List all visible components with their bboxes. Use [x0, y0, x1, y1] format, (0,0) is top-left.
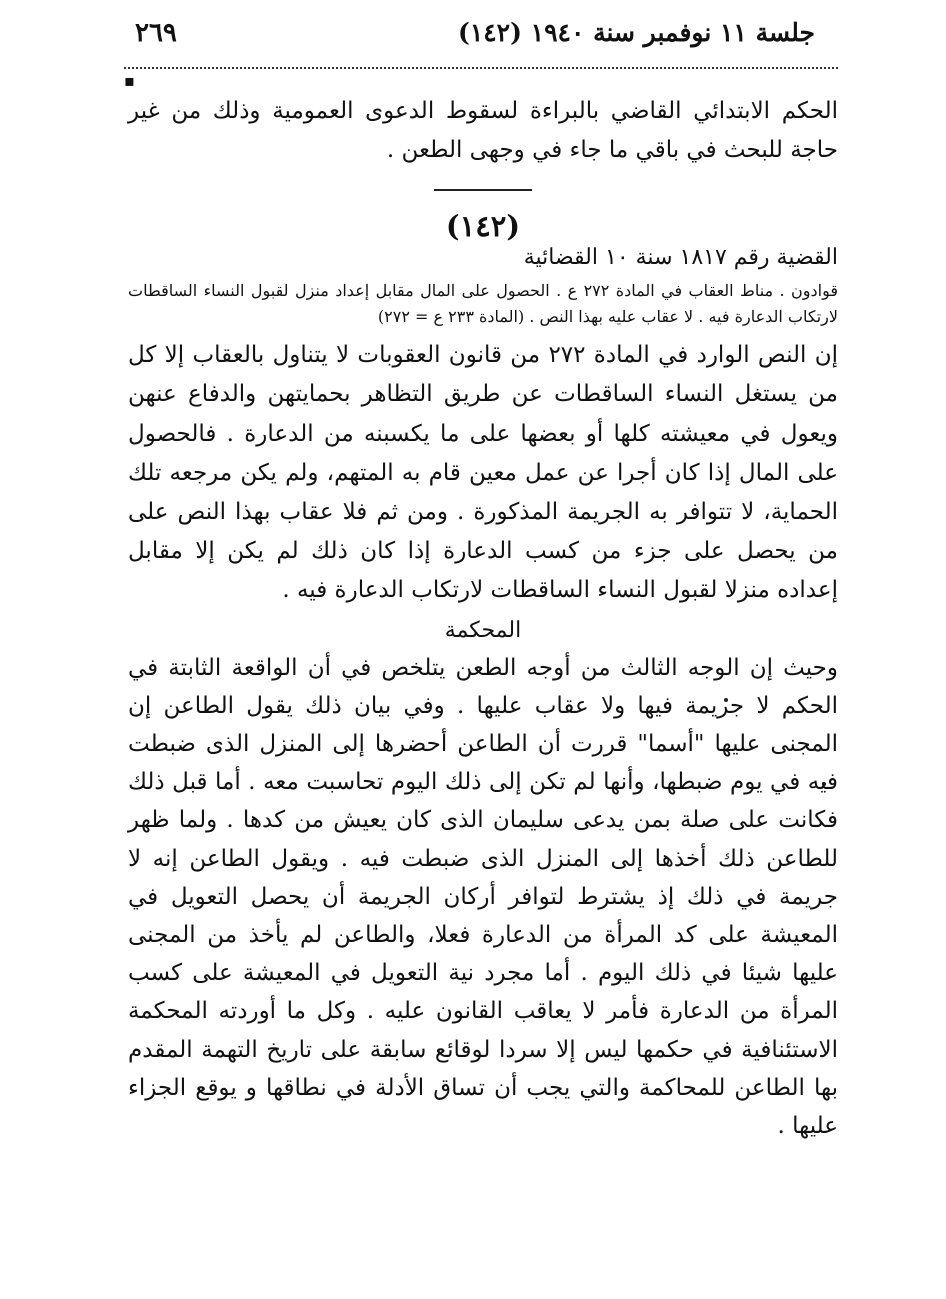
document-body: [128, 92, 838, 1145]
case-summary: قوادون . مناط العقاب في المادة ٢٧٢ ع . الحصول على المال مقابل إعداد منزل لقبول النساء الساقطات لارتكاب الدعارة فيه . لا عقاب عليه بهذا النص . (المادة ٢٣٣ ع = ٢٧٢): [128, 281, 839, 326]
intro-paragraph: الحكم الابتدائي القاضي بالبراءة لسقوط الدعوى العمومية وذلك من غير حاجة للبحث في باقي ما جاء في وجهى الطعن .: [128, 98, 838, 163]
case-principle: إن النص الوارد في المادة ٢٧٢ من قانون العقوبات لا يتناول بالعقاب إلا كل من يستغل النساء الساقطات عن طريق التظاهر بحمايتهن والدفاع عنهن ويعول في معيشته كلها أو بعضها على ما يكسبنه من الدعارة . فالحصول على المال إذا كان أجرا عن عمل معين قام به المتهم، ولم يكن مرجعه تلك الحماية، لا تتوافر به الجريمة المذكورة . ومن ثم فلا عقاب بهذا النص على من يحصل على جزء من كسب الدعارة إذا كان ذلك لم يكن إلا مقابل إعداده منزلا لقبول النساء الساقطات لارتكاب الدعارة فيه .: [128, 342, 839, 603]
page-number: ٢٦٩: [135, 18, 177, 48]
case-title: القضية رقم ١٨١٧ سنة ١٠ القضائية: [523, 245, 838, 271]
court-heading: المحكمة: [444, 618, 522, 643]
case-number: (١٤٢): [445, 209, 521, 244]
header-rule: [124, 67, 838, 69]
section-divider: [434, 189, 532, 191]
margin-mark: ▪: [124, 71, 135, 90]
page-header: [135, 18, 815, 58]
court-body: وحيث إن الوجه الثالث من أوجه الطعن يتلخص في أن الواقعة الثابتة في الحكم لا جريمة فيها ولا عقاب عليها . وفي بيان ذلك يقول الطاعن إن المجنى عليها "أسما" قررت أن الطاعن أحضرها إلى المنزل الذى ضبطت فيه في يوم ضبطها، وأنها لم تكن إلى ذلك اليوم تحاسبت معه . أما قبل ذلك فكانت على صلة بمن يدعى سليمان الذى كان يعيش من كدها . ولما ظهر للطاعن ذلك أخذها إلى المنزل الذى ضبطت فيه . ويقول الطاعن إنه لا جريمة في ذلك إذ يشترط لتوافر أركان الجريمة أن يحصل التعويل في المعيشة على كد المرأة من الدعارة فعلا، والطاعن لم يأخذ من المجنى عليها شيئا في ذلك اليوم . أما مجرد نية التعويل في المعيشة على كسب المرأة من الدعارة فأمر لا يعاقب القانون عليه . وكل ما أوردته المحكمة الاستئنافية في حكمها ليس إلا سردا لوقائع سابقة على تاريخ التهمة المقدم بها الطاعن للمحاكمة والتي يجب أن تساق الأدلة في نطاقها و يوقع الجزاء عليها .: [128, 654, 838, 1139]
session-title: جلسة ١١ نوفمبر سنة ١٩٤٠ (١٤٢): [457, 18, 815, 47]
